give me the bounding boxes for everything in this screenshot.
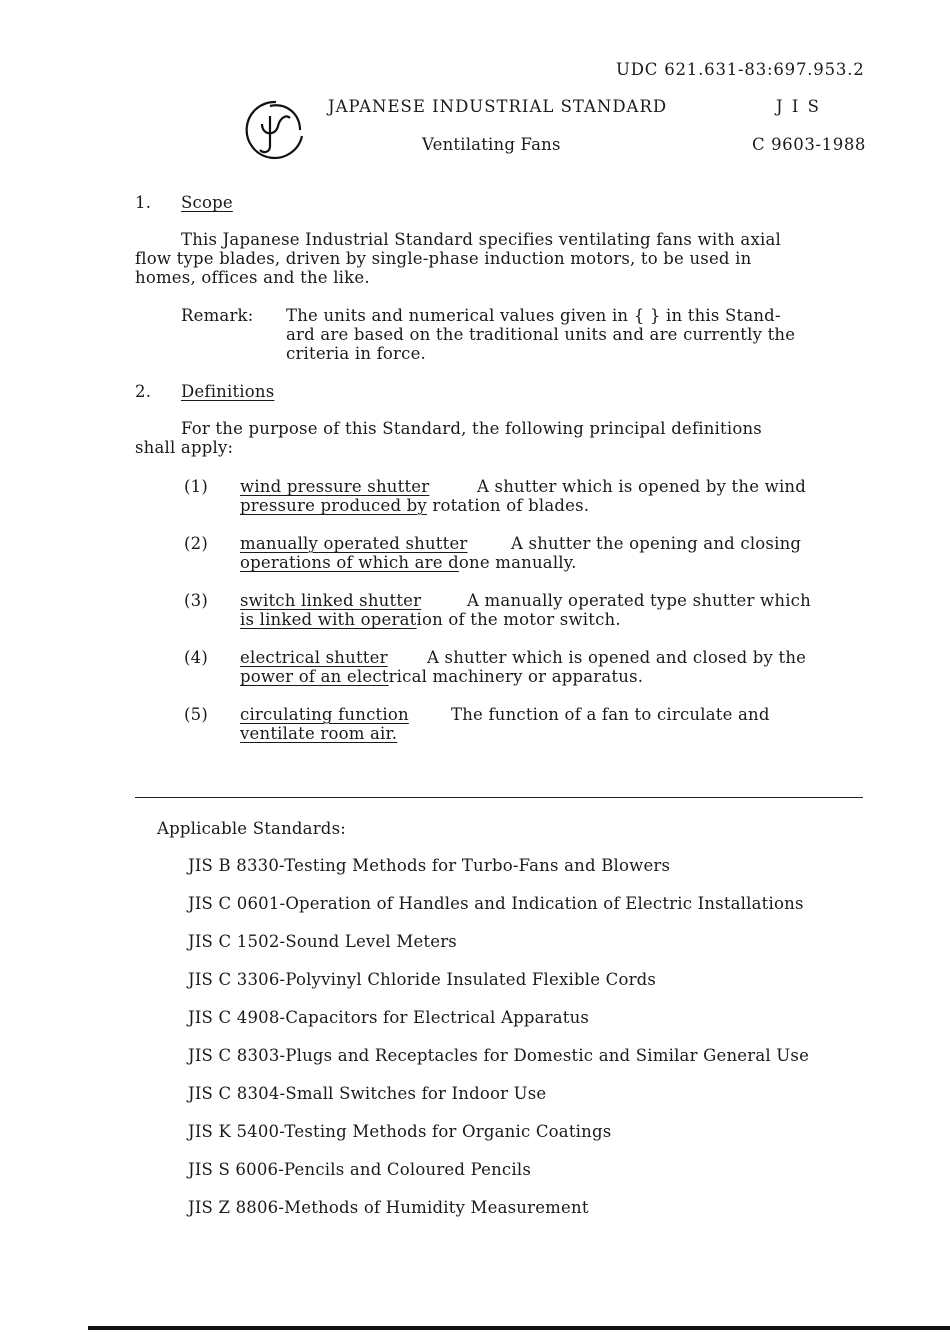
definition-term: switch linked shutter: [240, 591, 422, 610]
scope-text-line: flow type blades, driven by single-phase induction motors, to be used in: [135, 249, 752, 268]
standard-reference: JIS K 5400-Testing Methods for Organic Coatings: [188, 1122, 612, 1141]
standard-reference: JIS C 1502-Sound Level Meters: [188, 932, 457, 951]
definition-number: (5): [184, 705, 208, 724]
definition-text: rotation of blades.: [426, 496, 590, 515]
definition-text-underlined: ventilate room air.: [240, 724, 398, 743]
standard-number: C 9603-1988: [752, 135, 867, 154]
definitions-intro-line: For the purpose of this Standard, the following principal definitions: [181, 419, 762, 438]
remark-text-line: The units and numerical values given in { } in this Stand-: [286, 306, 781, 325]
remark-text-line: ard are based on the traditional units and are currently the: [286, 325, 796, 344]
definition-number: (4): [184, 648, 208, 667]
definition-number: (1): [184, 477, 208, 496]
definition-text: ion of the motor switch.: [416, 610, 621, 629]
definition-term: electrical shutter: [240, 648, 388, 667]
page-bottom-rule: [88, 1326, 950, 1330]
section-number: 1.: [135, 193, 152, 212]
definition-text-underlined: operations of which are d: [240, 553, 459, 572]
definition-text-underlined: pressure produced by: [240, 496, 427, 515]
definition-text: A shutter which is opened by the wind: [477, 477, 807, 496]
definition-text: rical machinery or apparatus.: [388, 667, 644, 686]
standard-reference: JIS C 3306-Polyvinyl Chloride Insulated Flexible Cords: [188, 970, 657, 989]
standard-reference: JIS B 8330-Testing Methods for Turbo-Fans and Blowers: [188, 856, 671, 875]
definition-text-underlined: is linked with operat: [240, 610, 417, 629]
jis-mark-icon: [240, 96, 308, 164]
jis-mark-text: J I S: [776, 97, 821, 116]
standard-reference: JIS S 6006-Pencils and Coloured Pencils: [188, 1160, 531, 1179]
standard-org: JAPANESE INDUSTRIAL STANDARD: [328, 97, 668, 116]
definitions-intro-line: shall apply:: [135, 438, 234, 457]
definition-number: (3): [184, 591, 208, 610]
definition-term: wind pressure shutter: [240, 477, 430, 496]
standard-reference: JIS C 4908-Capacitors for Electrical Apparatus: [188, 1008, 590, 1027]
page-title: Ventilating Fans: [422, 135, 561, 154]
definition-text: The function of a fan to circulate and: [451, 705, 770, 724]
remark-text-line: criteria in force.: [286, 344, 426, 363]
standard-reference: JIS C 0601-Operation of Handles and Indication of Electric Installations: [188, 894, 804, 913]
definition-text: A manually operated type shutter which: [467, 591, 811, 610]
section-heading-definitions: Definitions: [181, 382, 275, 401]
definition-term: manually operated shutter: [240, 534, 468, 553]
applicable-standards-heading: Applicable Standards:: [157, 819, 346, 838]
remark-label: Remark:: [181, 306, 254, 325]
definition-text: A shutter the opening and closing: [511, 534, 802, 553]
standard-reference: JIS C 8303-Plugs and Receptacles for Domestic and Similar General Use: [188, 1046, 810, 1065]
standard-reference: JIS Z 8806-Methods of Humidity Measurement: [188, 1198, 589, 1217]
section-heading-scope: Scope: [181, 193, 233, 212]
section-number: 2.: [135, 382, 152, 401]
standard-reference: JIS C 8304-Small Switches for Indoor Use: [188, 1084, 547, 1103]
definition-text-underlined: power of an elect: [240, 667, 389, 686]
definition-text: one manually.: [458, 553, 577, 572]
scope-text-line: homes, offices and the like.: [135, 268, 370, 287]
definition-number: (2): [184, 534, 208, 553]
definition-term: circulating function: [240, 705, 409, 724]
definition-text: A shutter which is opened and closed by the: [427, 648, 807, 667]
scope-text-line: This Japanese Industrial Standard specifies ventilating fans with axial: [181, 230, 781, 249]
footnote-divider: [135, 797, 863, 798]
udc-number: UDC 621.631-83:697.953.2: [616, 60, 865, 79]
